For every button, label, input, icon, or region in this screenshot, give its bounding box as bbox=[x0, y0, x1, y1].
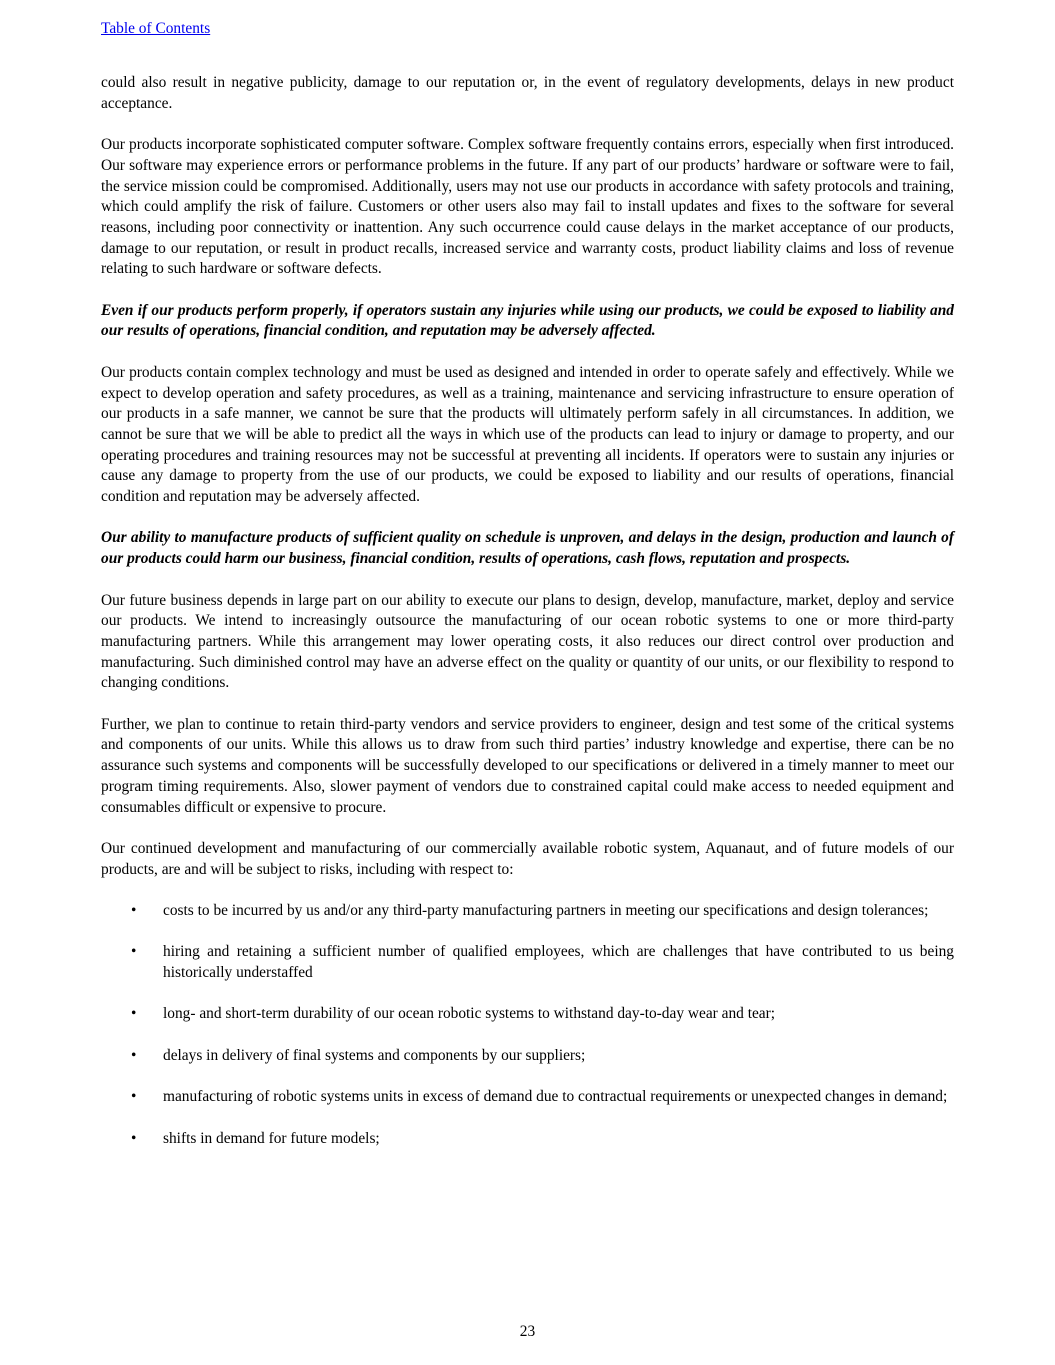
list-item bbox=[101, 942, 954, 983]
risk-heading-operator-injuries: Even if our products perform properly, if operators sustain any injuries while using our products, we could be exposed to liability and our results of operations, financial condition, and reputation may be adversely affected. bbox=[101, 301, 954, 340]
paragraph-software-errors: Our products incorporate sophisticated computer software. Complex software frequently contains errors, especially when first introduced. Our software may experience errors or performance problems in the future. If any part of our products’ hardware or software were to fail, the service mission could be compromised. Additionally, users may not use our products in accordance with safety protocols and training, which could amplify the risk of failure. Customers or other users also may fail to install updates and fixes to the software for several reasons, including poor connectivity or inattention. Any such occurrence could cause delays in the market acceptance of our products, damage to our reputation, or result in product recalls, increased service and warranty costs, product liability claims and loss of revenue relating to such hardware or software defects. bbox=[101, 136, 954, 278]
bullet-icon: • bbox=[131, 1046, 137, 1064]
bullet-icon: • bbox=[131, 1005, 137, 1023]
list-item-text: delays in delivery of final systems and components by our suppliers; bbox=[163, 1046, 586, 1064]
list-item-text: costs to be incurred by us and/or any third-party manufacturing partners in meeting our specifications and design tolerances; bbox=[163, 902, 929, 919]
list-item-text: shifts in demand for future models; bbox=[163, 1129, 380, 1147]
list-item-text: hiring and retaining a sufficient number of qualified employees, which are challenges that have contributed to us being historically understaffed bbox=[163, 943, 954, 982]
paragraph-negative-publicity: could also result in negative publicity, damage to our reputation or, in the event of regulatory developments, delays in new product acceptance. bbox=[101, 74, 954, 112]
risk-heading-manufacturing: Our ability to manufacture products of sufficient quality on schedule is unproven, and delays in the design, production and launch of our products could harm our business, financial condition, results of operations, cash flows, reputation and prospects. bbox=[101, 529, 954, 568]
page-number: 23 bbox=[519, 1323, 536, 1340]
list-item bbox=[101, 1004, 954, 1025]
bullet-icon: • bbox=[131, 1088, 137, 1106]
risk-bullet-list bbox=[101, 901, 954, 1149]
document-body bbox=[101, 73, 954, 1170]
list-item-text: manufacturing of robotic systems units in excess of demand due to contractual requirements or unexpected changes in demand; bbox=[163, 1088, 948, 1106]
paragraph-third-party-vendors: Further, we plan to continue to retain third-party vendors and service providers to engineer, design and test some of the critical systems and components of our units. While this allows us to draw from such third parties’ industry knowledge and expertise, there can be no assurance such systems and components will be successfully developed to our specifications or delivered in a timely manner to meet our program timing requirements. Also, slower payment of vendors due to constrained capital could make access to needed equipment and consumables difficult or expensive to procure. bbox=[101, 715, 954, 816]
list-item bbox=[101, 901, 954, 922]
list-item-text: long- and short-term durability of our ocean robotic systems to withstand day-to-day wear and tear; bbox=[163, 1005, 776, 1023]
bullet-icon: • bbox=[131, 1129, 137, 1147]
paragraph-complex-technology: Our products contain complex technology and must be used as designed and intended in order to operate safely and effectively. While we expect to develop operation and safety procedures, as well as a training, maintenance and servicing infrastructure to ensure operation of our products in a safe manner, we cannot be sure that the products will ultimately perform safely in all circumstances. In addition, we cannot be sure that we will be able to predict all the ways in which use of the products can lead to injury or damage to property, and our operating procedures and training resources may not be successful at preventing all incidents. If operators were to sustain any injuries or cause any damage to property from the use of our products, we could be exposed to liability and our results of operations, financial condition and reputation may be adversely affected. bbox=[101, 363, 954, 506]
list-item bbox=[101, 1087, 954, 1108]
paragraph-future-business: Our future business depends in large part on our ability to execute our plans to design, develop, manufacture, market, deploy and service our products. We intend to increasingly outsource the manufacturing of our ocean robotic systems to one or more third-party manufacturing partners. While this arrangement may lower operating costs, it also reduces our direct control over production and manufacturing. Such diminished control may have an adverse effect on the quality or quantity of our units, or our flexibility to respond to changing conditions. bbox=[101, 591, 954, 692]
table-of-contents-link[interactable]: Table of Contents bbox=[101, 20, 211, 37]
bullet-icon: • bbox=[131, 943, 137, 961]
list-item bbox=[101, 1046, 954, 1067]
bullet-icon: • bbox=[131, 902, 137, 919]
paragraph-continued-development: Our continued development and manufacturing of our commercially available robotic system, Aquanaut, and of future models of our products, are and will be subject to risks, including with respect to: bbox=[101, 839, 954, 878]
list-item bbox=[101, 1129, 954, 1150]
